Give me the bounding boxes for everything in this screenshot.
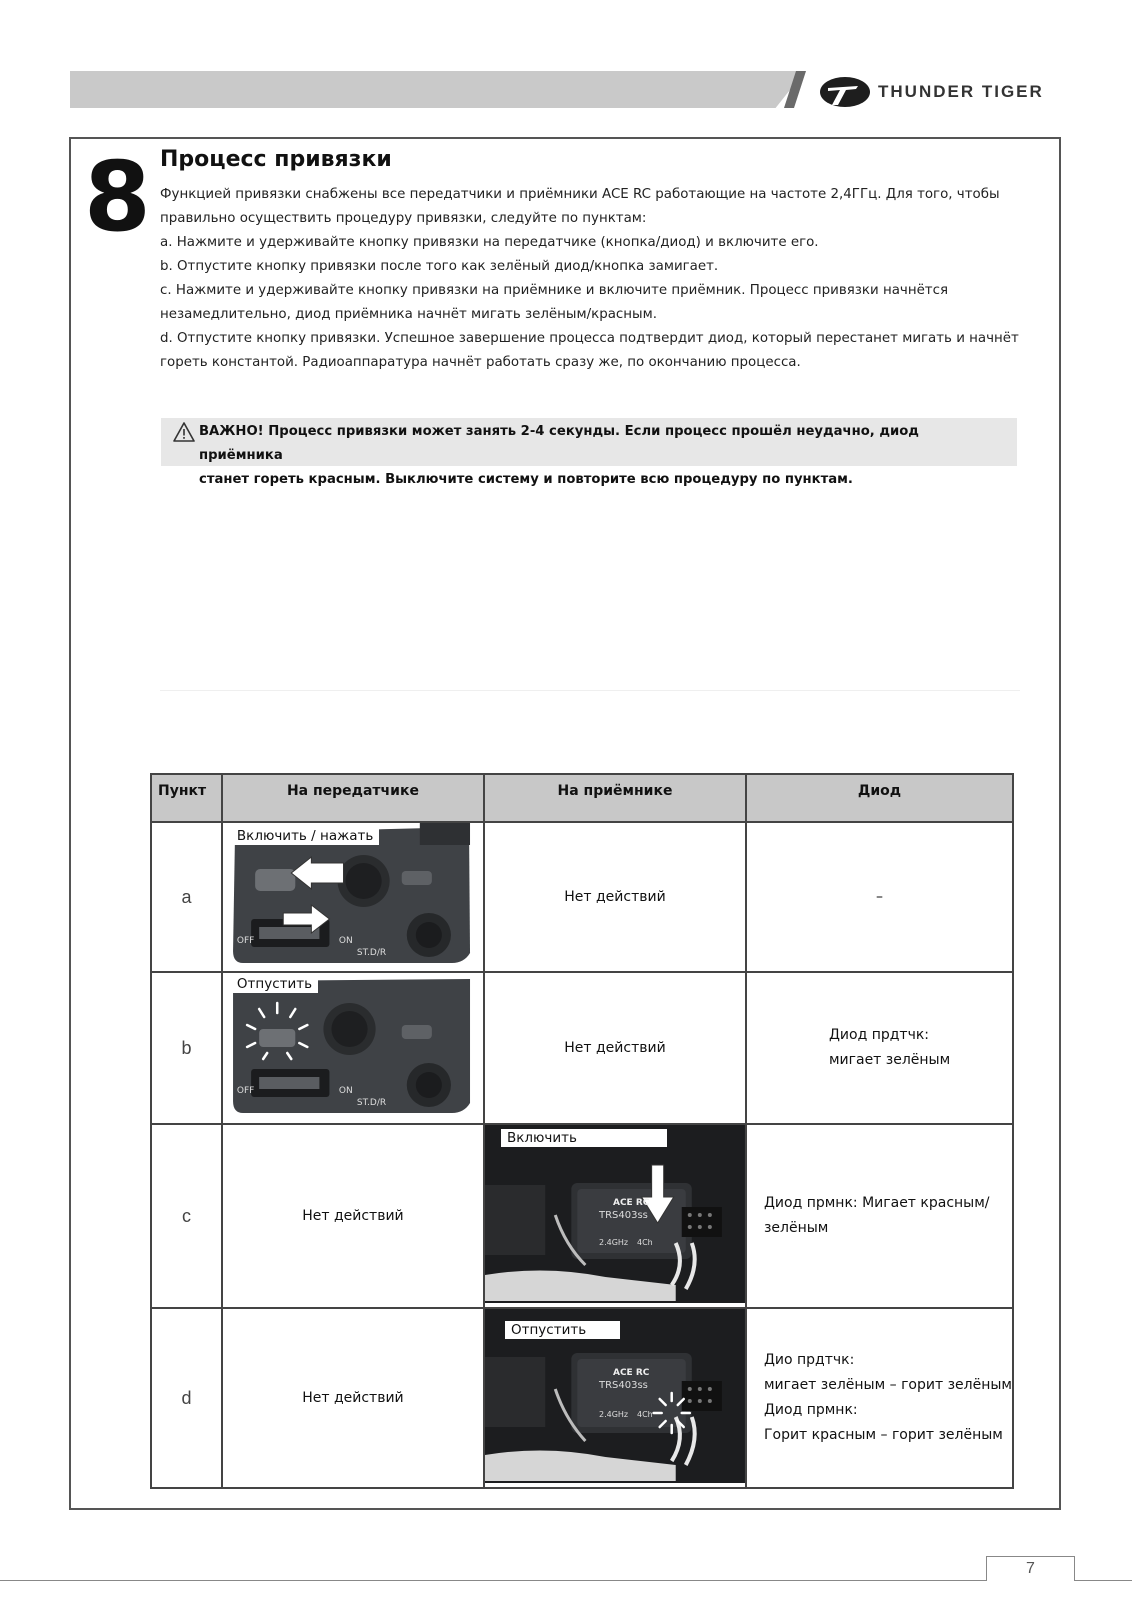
led-line: – <box>875 889 883 905</box>
brand-name: THUNDER TIGER <box>878 82 1044 101</box>
header-receiver: На приёмнике <box>484 774 746 822</box>
receiver-brand: ACE RC <box>612 1368 650 1378</box>
header-led: Диод <box>746 774 1013 822</box>
footer-line <box>0 1580 1132 1581</box>
led-line: Диод прдтчк: <box>828 1027 930 1043</box>
instruction-line: гореть константой. Радиоаппаратура начнёт работать сразу же, по окончанию процесса. <box>160 355 801 370</box>
instruction-line: a. Нажмите и удерживайте кнопку привязки на передатчике (кнопка/диод) и включите его. <box>160 235 819 250</box>
receiver-action: Нет действий <box>484 972 746 1124</box>
instruction-line: незамедлительно, диод приёмника начнёт мигать зелёным/красным. <box>160 307 657 322</box>
instruction-line: d. Отпустите кнопку привязки. Успешное завершение процесса подтвердит диод, который перестанет мигать и начнёт <box>160 331 1019 346</box>
led-line: Диод прмнк: <box>763 1402 858 1418</box>
warning-triangle-icon <box>173 422 195 442</box>
receiver-model: TRS403ss <box>598 1380 648 1391</box>
switch-off-label: OFF <box>236 936 255 946</box>
receiver-photo-cell <box>484 1308 746 1488</box>
led-line: мигает зелёным <box>828 1052 951 1068</box>
step-letter: b <box>151 972 222 1124</box>
led-line: Диод прмнк: Мигает красным/ <box>763 1195 990 1211</box>
transmitter-action: Нет действий <box>222 1124 484 1308</box>
table-header-row <box>151 774 1013 822</box>
led-status <box>746 972 1013 1124</box>
receiver-band: 2.4GHz <box>598 1238 629 1247</box>
receiver-channels: 4Ch <box>636 1238 653 1247</box>
std-label: ST.D/R <box>356 1098 387 1108</box>
warning-box <box>161 418 1017 487</box>
step-letter: d <box>151 1308 222 1488</box>
table-row <box>151 1308 1013 1488</box>
table-row <box>151 972 1013 1124</box>
instruction-line: правильно осуществить процедуру привязки, следуйте по пунктам: <box>160 211 647 226</box>
led-status <box>746 1308 1013 1488</box>
page-number: 7 <box>1026 1560 1035 1577</box>
receiver-photo <box>485 1125 745 1307</box>
table-row <box>151 822 1013 972</box>
header-step: Пункт <box>151 774 222 822</box>
led-status <box>746 822 1013 972</box>
transmitter-photo-cell <box>222 822 484 972</box>
transmitter-action: Нет действий <box>222 1308 484 1488</box>
step-letter: a <box>151 822 222 972</box>
photo-label: Отпустить <box>231 975 318 993</box>
receiver-channels: 4Ch <box>636 1410 653 1419</box>
switch-on-label: ON <box>338 936 353 946</box>
transmitter-photo <box>223 973 483 1123</box>
led-line: Дио прдтчк: <box>763 1352 855 1368</box>
receiver-photo-cell <box>484 1124 746 1308</box>
led-status <box>746 1124 1013 1308</box>
led-line: зелёным <box>763 1220 829 1236</box>
header-transmitter: На передатчике <box>222 774 484 822</box>
receiver-band: 2.4GHz <box>598 1410 629 1419</box>
header-bar <box>70 71 805 108</box>
led-line: Горит красным – горит зелёным <box>763 1427 1003 1443</box>
section-title: Процесс привязки <box>160 147 392 172</box>
transmitter-photo-cell <box>222 972 484 1124</box>
std-label: ST.D/R <box>356 948 387 958</box>
warning-line: станет гореть красным. Выключите систему и повторите всю процедуру по пунктам. <box>199 472 853 487</box>
section-number: 8 <box>84 141 151 253</box>
step-letter: c <box>151 1124 222 1308</box>
instruction-line: c. Нажмите и удерживайте кнопку привязки на приёмнике и включите приёмник. Процесс привязки начнётся <box>160 283 949 298</box>
thunder-tiger-logo-icon <box>818 75 872 109</box>
divider <box>160 690 1020 691</box>
photo-label: Включить / нажать <box>231 827 379 845</box>
switch-off-label: OFF <box>236 1086 255 1096</box>
receiver-model: TRS403ss <box>598 1210 648 1221</box>
brand-logo <box>818 75 1044 109</box>
instructions <box>160 183 1040 375</box>
receiver-photo <box>485 1309 745 1487</box>
photo-label: Отпустить <box>505 1321 620 1339</box>
instruction-line: Функцией привязки снабжены все передатчики и приёмники ACE RC работающие на частоте 2,4ГГц. Для того, чтобы <box>160 187 1000 202</box>
transmitter-photo <box>223 823 483 971</box>
instruction-line: b. Отпустите кнопку привязки после того как зелёный диод/кнопка замигает. <box>160 259 719 274</box>
table-row <box>151 1124 1013 1308</box>
receiver-brand: ACE RC <box>612 1198 650 1208</box>
switch-on-label: ON <box>338 1086 353 1096</box>
photo-label: Включить <box>501 1129 667 1147</box>
receiver-action: Нет действий <box>484 822 746 972</box>
binding-steps-table <box>150 773 1014 1489</box>
led-line: мигает зелёным – горит зелёным <box>763 1377 1012 1393</box>
warning-line: ВАЖНО! Процесс привязки может занять 2-4 секунды. Если процесс прошёл неудачно, диод приёмника <box>199 424 919 463</box>
